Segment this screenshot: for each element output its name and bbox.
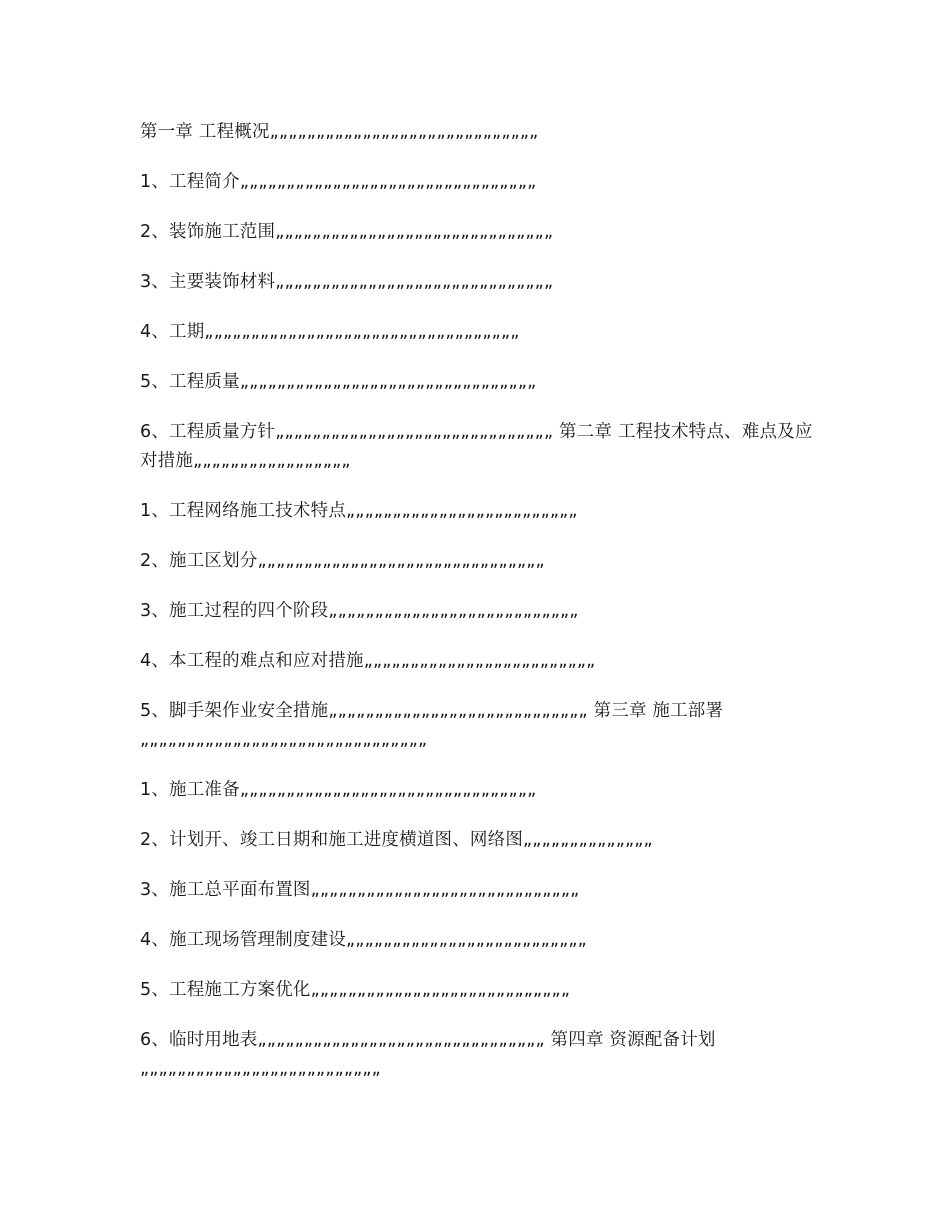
toc-entry: 5、工程质量„„„„„„„„„„„„„„„„„„„„„„„„„„„„„„„„ <box>140 372 537 392</box>
toc-entry-with-chapter-4: 6、临时用地表„„„„„„„„„„„„„„„„„„„„„„„„„„„„„„„ 第四章 资源配备计划„„„„„„„„„„„„„„„„„„„„„„„„„„ <box>140 1030 716 1079</box>
toc-entry: 1、工程简介„„„„„„„„„„„„„„„„„„„„„„„„„„„„„„„„ <box>140 172 537 192</box>
toc-entry: 2、计划开、竣工日期和施工进度横道图、网络图„„„„„„„„„„„„„„ <box>140 830 653 850</box>
toc-entry: 3、施工过程的四个阶段„„„„„„„„„„„„„„„„„„„„„„„„„„„ <box>140 601 579 621</box>
toc-entry: 1、施工准备„„„„„„„„„„„„„„„„„„„„„„„„„„„„„„„„ <box>140 780 537 800</box>
toc-entry: 4、本工程的难点和应对措施„„„„„„„„„„„„„„„„„„„„„„„„„ <box>140 651 596 671</box>
toc-entry: 4、工期„„„„„„„„„„„„„„„„„„„„„„„„„„„„„„„„„„ <box>140 322 520 342</box>
toc-entry-with-chapter-3: 5、脚手架作业安全措施„„„„„„„„„„„„„„„„„„„„„„„„„„„„ 第三章 施工部署„„„„„„„„„„„„„„„„„„„„„„„„„„„„„„„ <box>140 701 724 750</box>
table-of-contents <box>140 118 830 1105</box>
toc-entry: 5、工程施工方案优化„„„„„„„„„„„„„„„„„„„„„„„„„„„„ <box>140 980 571 1000</box>
toc-entry: 3、施工总平面布置图„„„„„„„„„„„„„„„„„„„„„„„„„„„„„ <box>140 880 580 900</box>
toc-entry: 1、工程网络施工技术特点„„„„„„„„„„„„„„„„„„„„„„„„„ <box>140 501 578 521</box>
toc-entry: 2、施工区划分„„„„„„„„„„„„„„„„„„„„„„„„„„„„„„„ <box>140 551 545 571</box>
toc-entry: 4、施工现场管理制度建设„„„„„„„„„„„„„„„„„„„„„„„„„„ <box>140 930 587 950</box>
toc-entry-with-chapter-2: 6、工程质量方针„„„„„„„„„„„„„„„„„„„„„„„„„„„„„„ 第二章 工程技术特点、难点及应对措施„„„„„„„„„„„„„„„„„ <box>140 422 813 471</box>
toc-entry: 3、主要装饰材料„„„„„„„„„„„„„„„„„„„„„„„„„„„„„„ <box>140 272 554 292</box>
toc-entry-chapter-1: 第一章 工程概况„„„„„„„„„„„„„„„„„„„„„„„„„„„„„ <box>140 122 539 142</box>
toc-entry: 2、装饰施工范围„„„„„„„„„„„„„„„„„„„„„„„„„„„„„„ <box>140 222 554 242</box>
